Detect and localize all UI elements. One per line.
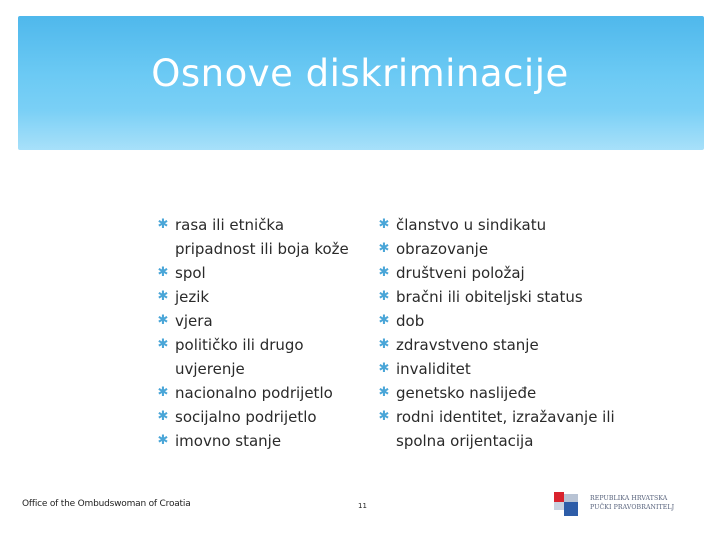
list-item <box>378 237 640 261</box>
asterisk-bullet-icon: ✱ <box>157 385 169 400</box>
asterisk-bullet-icon: ✱ <box>157 217 169 232</box>
list-item-label: bračni ili obiteljski status <box>396 288 583 306</box>
list-item <box>378 285 640 309</box>
list-item-label: nacionalno podrijetlo <box>175 384 333 402</box>
asterisk-bullet-icon: ✱ <box>157 337 169 352</box>
list-item-label: obrazovanje <box>396 240 489 258</box>
list-item <box>157 405 352 429</box>
asterisk-bullet-icon: ✱ <box>157 433 169 448</box>
asterisk-bullet-icon: ✱ <box>378 361 390 376</box>
logo-text <box>590 494 684 512</box>
ombudsman-logo <box>554 491 684 517</box>
asterisk-bullet-icon: ✱ <box>157 289 169 304</box>
list-item-label: imovno stanje <box>175 432 282 450</box>
list-item-label: spol <box>175 264 206 282</box>
list-item <box>157 429 352 453</box>
list-item-label: rodni identitet, izražavanje ili spolna orijentacija <box>396 408 615 450</box>
list-item <box>157 261 352 285</box>
asterisk-bullet-icon: ✱ <box>378 265 390 280</box>
right-grounds-list <box>378 213 640 453</box>
asterisk-bullet-icon: ✱ <box>157 265 169 280</box>
asterisk-bullet-icon: ✱ <box>378 385 390 400</box>
slide-title: Osnove diskriminacije <box>151 52 569 95</box>
list-item-label: političko ili drugo uvjerenje <box>175 336 304 378</box>
asterisk-bullet-icon: ✱ <box>378 409 390 424</box>
list-item-label: zdravstveno stanje <box>396 336 539 354</box>
logo-text-line-2: PUČKI PRAVOBRANITELJ <box>590 504 675 511</box>
list-item-label: dob <box>396 312 425 330</box>
list-item <box>157 309 352 333</box>
asterisk-bullet-icon: ✱ <box>378 337 390 352</box>
asterisk-bullet-icon: ✱ <box>378 289 390 304</box>
footer-organization: Office of the Ombudswoman of Croatia <box>22 499 191 509</box>
list-item <box>157 333 352 381</box>
asterisk-bullet-icon: ✱ <box>378 241 390 256</box>
list-item <box>378 357 640 381</box>
asterisk-bullet-icon: ✱ <box>157 313 169 328</box>
list-item-label: rasa ili etnička pripadnost ili boja kože <box>175 216 349 258</box>
list-item-label: invaliditet <box>396 360 471 378</box>
logo-mark-icon <box>554 492 586 516</box>
list-item-label: socijalno podrijetlo <box>175 408 317 426</box>
list-item <box>157 213 352 261</box>
list-item <box>378 213 640 237</box>
list-item-label: članstvo u sindikatu <box>396 216 547 234</box>
list-item <box>378 333 640 357</box>
asterisk-bullet-icon: ✱ <box>378 217 390 232</box>
list-item <box>157 285 352 309</box>
list-item-label: jezik <box>175 288 210 306</box>
asterisk-bullet-icon: ✱ <box>157 409 169 424</box>
list-item-label: genetsko naslijeđe <box>396 384 537 402</box>
list-item <box>378 381 640 405</box>
list-item-label: društveni položaj <box>396 264 525 282</box>
logo-text-line-1: REPUBLIKA HRVATSKA <box>590 495 668 502</box>
list-item <box>157 381 352 405</box>
asterisk-bullet-icon: ✱ <box>378 313 390 328</box>
list-item-label: vjera <box>175 312 213 330</box>
list-item <box>378 261 640 285</box>
list-item <box>378 405 640 453</box>
left-grounds-list <box>157 213 352 453</box>
page-number: 11 <box>358 502 367 510</box>
list-item <box>378 309 640 333</box>
